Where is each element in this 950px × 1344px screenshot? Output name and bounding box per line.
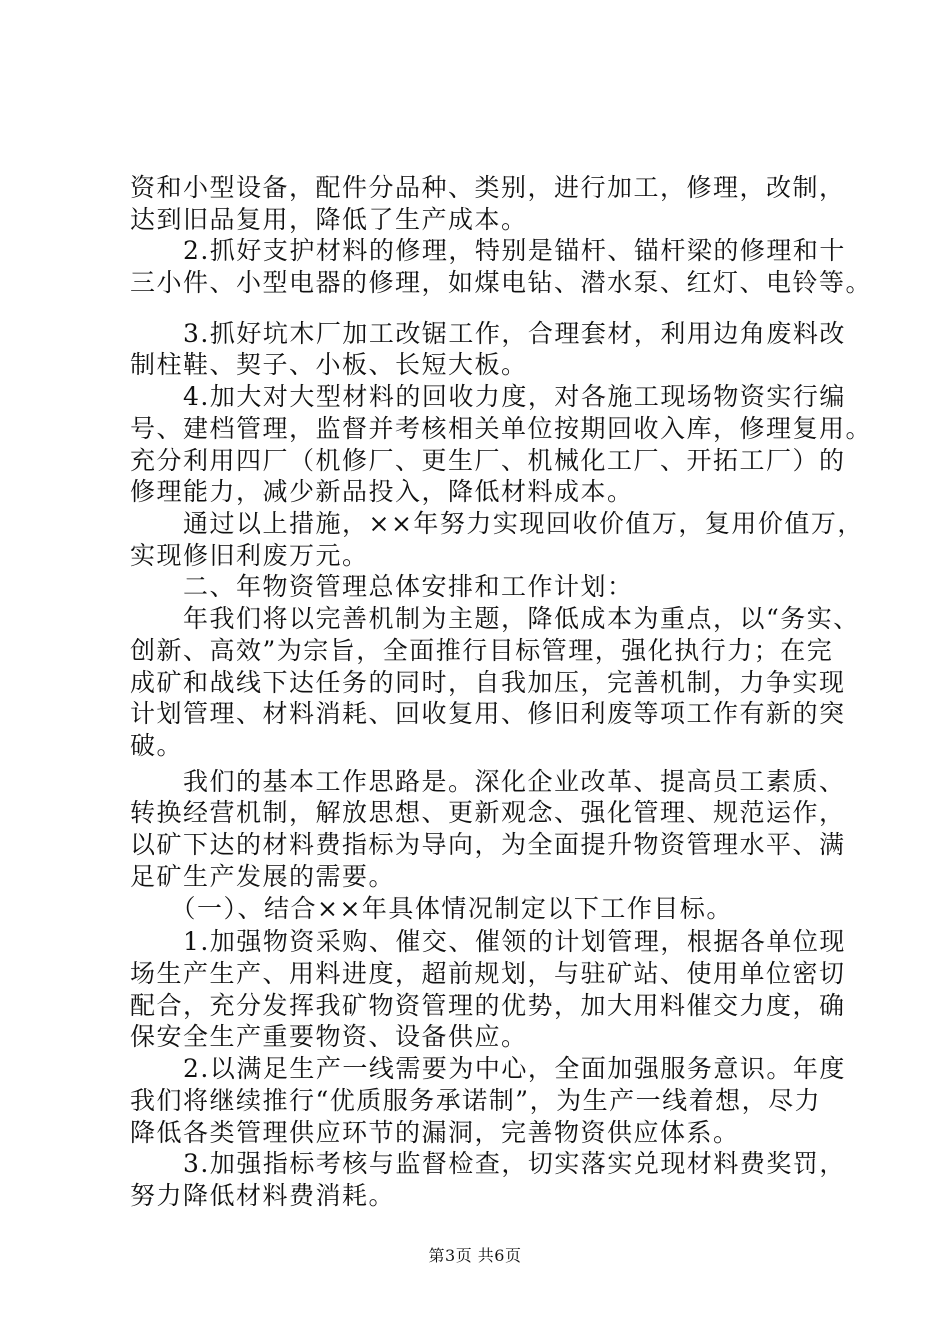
text-line: 计划管理、材料消耗、回收复用、修旧利废等项工作有新的突	[130, 699, 846, 728]
text-line: 三小件、小型电器的修理，如煤电钻、潜水泵、红灯、电铃等。	[130, 268, 873, 297]
text-line: 保安全生产重要物资、设备供应。	[130, 1022, 528, 1051]
text-line: 4.加大对大型材料的回收力度，对各施工现场物资实行编	[130, 382, 846, 411]
text-line: 充分利用四厂（机修厂、更生厂、机械化工厂、开拓工厂）的	[130, 446, 846, 475]
text-line: 达到旧品复用，降低了生产成本。	[130, 205, 528, 234]
text-line: 2.以满足生产一线需要为中心，全面加强服务意识。年度	[130, 1054, 846, 1083]
text-line: 修理能力，减少新品投入，降低材料成本。	[130, 477, 634, 506]
text-line: 配合，充分发挥我矿物资管理的优势，加大用料催交力度，确	[130, 991, 846, 1020]
text-line: 我们将继续推行“优质服务承诺制”，为生产一线着想，尽力	[130, 1086, 822, 1115]
text-line: 降低各类管理供应环节的漏洞，完善物资供应体系。	[130, 1118, 740, 1147]
text-line: 转换经营机制，解放思想、更新观念、强化管理、规范运作，	[130, 798, 846, 827]
text-line: 场生产生产、用料进度，超前规划，与驻矿站、使用单位密切	[130, 959, 846, 988]
subsection-heading: （一）、结合××年具体情况制定以下工作目标。	[130, 894, 733, 923]
text-line: 号、建档管理，监督并考核相关单位按期回收入库，修理复用。	[130, 414, 873, 443]
text-line: 1.加强物资采购、催交、催领的计划管理，根据各单位现	[130, 927, 846, 956]
text-line: 破。	[130, 731, 184, 760]
text-line: 足矿生产发展的需要。	[130, 862, 396, 891]
text-line: 制柱鞋、契子、小板、长短大板。	[130, 350, 528, 379]
page-number-footer: 第3页 共6页	[428, 1246, 522, 1265]
text-line: 2.抓好支护材料的修理，特别是锚杆、锚杆梁的修理和十	[130, 236, 846, 265]
text-line: 资和小型设备，配件分品种、类别，进行加工，修理，改制，	[130, 173, 846, 202]
text-line: 努力降低材料费消耗。	[130, 1181, 396, 1210]
text-line: 3.抓好坑木厂加工改锯工作，合理套材，利用边角废料改	[130, 319, 846, 348]
text-line: 我们的基本工作思路是。深化企业改革、提高员工素质、	[130, 767, 846, 796]
text-line: 创新、高效”为宗旨，全面推行目标管理，强化执行力；在完	[130, 636, 834, 665]
text-line: 3.加强指标考核与监督检查，切实落实兑现材料费奖罚，	[130, 1149, 846, 1178]
text-line: 年我们将以完善机制为主题，降低成本为重点，以“务实、	[130, 604, 860, 633]
text-line: 实现修旧利废万元。	[130, 541, 369, 570]
text-line: 以矿下达的材料费指标为导向，为全面提升物资管理水平、满	[130, 830, 846, 859]
text-line: 成矿和战线下达任务的同时，自我加压，完善机制，力争实现	[130, 668, 846, 697]
text-line: 通过以上措施，××年努力实现回收价值万，复用价值万，	[130, 509, 864, 538]
section-heading: 二、年物资管理总体安排和工作计划：	[130, 572, 634, 601]
